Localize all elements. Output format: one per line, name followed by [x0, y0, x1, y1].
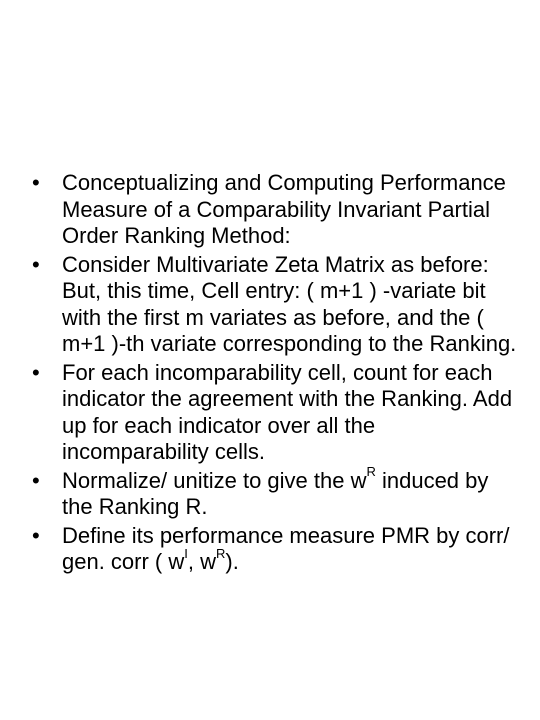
bullet-dot-icon: •: [32, 359, 40, 385]
bullet-item-incomparability: [30, 360, 520, 466]
superscript-r: R: [366, 464, 376, 480]
bullet-item-zeta-matrix: [30, 252, 520, 358]
bullet-dot-icon: •: [32, 170, 40, 195]
bullet-text-before: Define its performance measure PMR by corr/ gen. corr ( w: [62, 522, 510, 574]
bullet-item-normalize: [30, 464, 520, 521]
bullet-list: [30, 170, 520, 578]
bullet-text-after: ).: [225, 549, 239, 574]
bullet-text-before: Normalize/ unitize to give the w: [62, 467, 367, 493]
superscript-i: I: [184, 545, 188, 561]
bullet-item-performance-measure: [30, 523, 520, 576]
bullet-dot-icon: •: [32, 467, 40, 493]
bullet-item-conceptualizing: [30, 170, 520, 250]
bullet-text: For each incomparability cell, count for each indicator the agreement with the Ranking. Add up for each indicator over all the incomparability cells.: [62, 359, 513, 464]
bullet-text: Consider Multivariate Zeta Matrix as before: But, this time, Cell entry: ( m+1 ) -variate bit with the first m variates as before, and the ( m+1 )-th variate corresponding to the Ranking.: [62, 251, 517, 356]
bullet-text-after: induced by the Ranking R.: [62, 467, 489, 519]
bullet-dot-icon: •: [32, 522, 40, 548]
superscript-r: R: [216, 545, 226, 561]
bullet-text-middle: , w: [187, 549, 217, 574]
bullet-dot-icon: •: [32, 251, 40, 277]
bullet-text: Conceptualizing and Computing Performance Measure of a Comparability Invariant Partial Order Ranking Method:: [62, 170, 506, 248]
